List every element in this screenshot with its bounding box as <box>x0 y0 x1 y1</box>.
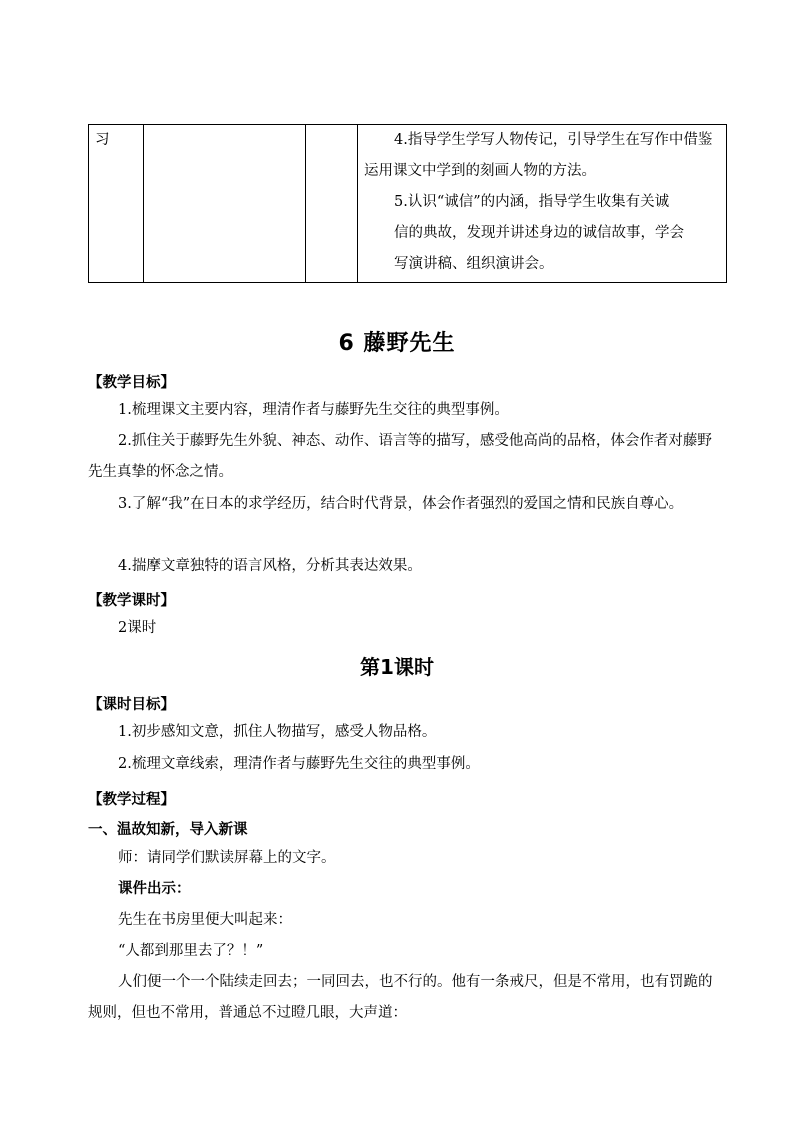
table-cell-empty <box>306 125 358 283</box>
teaching-goals-heading: 【教学目标】 <box>88 375 175 391</box>
table-row <box>89 125 727 283</box>
table-goal-5: 5.认识“诚信”的内涵，指导学生收集有关诚 信的典故，发现并讲述身边的诚信故事，学会 写演讲稿、组织演讲会。 <box>394 194 684 272</box>
teacher-line: 师：请同学们默读屏幕上的文字。 <box>118 850 336 866</box>
teaching-goal-item: 2.抓住关于藤野先生外貌、神态、动作、语言等的描写，感受他高尚的品格，体会作者对藤野先生真挚的怀念之情。 <box>88 433 712 480</box>
table-goal-4: 4.指导学生学写人物传记，引导学生在写作中借鉴运用课文中学到的刻画人物的方法。 <box>364 132 713 179</box>
courseware-quote: “人都到那里去了？！” <box>118 943 264 959</box>
process-heading: 【教学过程】 <box>88 792 175 808</box>
courseware-quote: 人们便一个一个陆续走回去；一同回去，也不行的。他有一条戒尺，但是不常用，也有罚跪的规则，但也不常用，普通总不过瞪几眼，大声道： <box>88 974 713 1021</box>
period-goals-heading: 【课时目标】 <box>88 697 175 713</box>
period-title: 第1课时 <box>360 655 434 679</box>
lesson-title: 6 藤野先生 <box>338 331 456 356</box>
objectives-table-fragment <box>88 124 727 283</box>
teaching-goal-item: 3.了解“我”在日本的求学经历，结合时代背景，体会作者强烈的爱国之情和民族自尊心。 <box>118 496 684 512</box>
courseware-quote: 先生在书房里便大叫起来： <box>118 912 292 928</box>
process-step-1: 一、温故知新，导入新课 <box>88 822 248 838</box>
period-goal-item: 1.初步感知文意，抓住人物描写，感受人物品格。 <box>118 724 437 740</box>
table-cell-category: 习 <box>89 125 144 283</box>
period-goal-item: 2.梳理文章线索，理清作者与藤野先生交往的典型事例。 <box>118 756 480 772</box>
table-cell-empty <box>144 125 306 283</box>
teaching-hours-heading: 【教学课时】 <box>88 593 175 609</box>
teaching-hours-value: 2课时 <box>118 620 157 636</box>
table-cell-goals <box>358 125 727 283</box>
teaching-goal-item: 4.揣摩文章独特的语言风格，分析其表达效果。 <box>118 558 422 574</box>
courseware-label: 课件出示： <box>118 881 191 897</box>
teaching-goal-item: 1.梳理课文主要内容，理清作者与藤野先生交往的典型事例。 <box>118 402 509 418</box>
